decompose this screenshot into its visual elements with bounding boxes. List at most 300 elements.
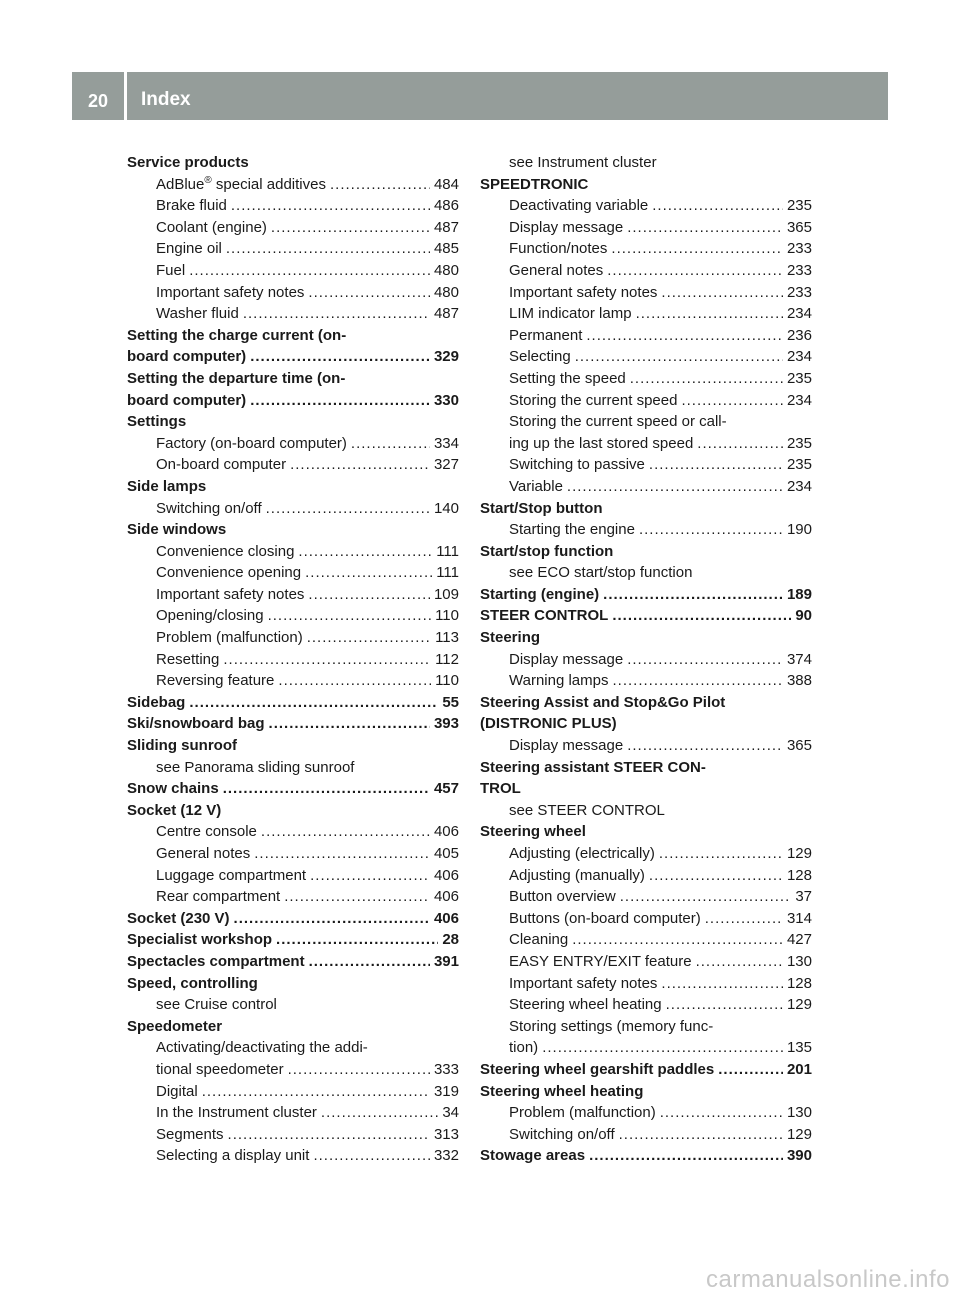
leader-dots [649, 454, 783, 476]
index-entry [480, 346, 812, 368]
leader-dots [659, 843, 783, 865]
index-entry [480, 519, 812, 541]
page-reference: 110 [435, 672, 459, 690]
page-reference: 406 [433, 823, 459, 841]
entry-label [480, 715, 617, 732]
leader-dots [310, 865, 430, 887]
index-entry [480, 778, 812, 800]
entry-label [156, 1059, 284, 1081]
index-entry [127, 800, 459, 822]
page-reference: 427 [786, 931, 812, 949]
leader-dots [226, 238, 430, 260]
entry-text: Settings [127, 413, 187, 431]
index-entry [480, 238, 812, 260]
entry-label [509, 346, 571, 368]
leader-dots [620, 886, 792, 908]
entry-text: Factory (on-board computer) [156, 434, 347, 452]
leader-dots [627, 649, 783, 671]
page-reference: 235 [786, 197, 812, 215]
leader-dots [575, 346, 783, 368]
index-entry [127, 1102, 459, 1124]
index-entry [480, 908, 812, 930]
leader-dots [636, 303, 783, 325]
entry-text: tion) [509, 1039, 539, 1057]
index-entry [127, 498, 459, 520]
leader-dots [661, 973, 783, 995]
entry-text: Steering [480, 629, 541, 647]
entry-label [127, 1018, 222, 1035]
index-entry [127, 692, 459, 714]
leader-dots [261, 821, 430, 843]
entry-label [480, 823, 586, 840]
index-entry [127, 605, 459, 627]
leader-dots [305, 562, 432, 584]
entry-label [127, 413, 186, 430]
entry-text: Permanent [509, 326, 583, 344]
entry-text: Speed, controlling [127, 974, 258, 992]
entry-label [156, 1145, 309, 1167]
entry-text: board computer) [127, 391, 247, 409]
leader-dots [330, 174, 430, 196]
page-reference: 234 [786, 391, 812, 409]
entry-text: Specialist workshop [127, 931, 273, 949]
index-entry [480, 303, 812, 325]
leader-dots [705, 908, 783, 930]
index-entry [127, 649, 459, 671]
page-reference: 329 [433, 348, 459, 366]
index-entry [127, 238, 459, 260]
entry-text: Deactivating variable [509, 197, 649, 215]
page-reference: 113 [435, 629, 459, 647]
entry-label [156, 843, 250, 865]
entry-label [509, 865, 645, 887]
entry-text: ing up the last stored speed [509, 434, 694, 452]
entry-label [156, 759, 354, 776]
leader-dots [351, 433, 430, 455]
entry-label [127, 951, 305, 973]
entry-text: Storing the current speed or call- [509, 413, 727, 431]
entry-text: Starting the engine [509, 521, 635, 539]
entry-label [509, 564, 692, 581]
page-reference: 330 [433, 391, 459, 409]
entry-text: see Instrument cluster [509, 154, 657, 171]
entry-label [509, 413, 727, 430]
page-reference: 233 [786, 283, 812, 301]
page-reference: 365 [786, 218, 812, 236]
leader-dots [639, 519, 783, 541]
entry-label [509, 929, 568, 951]
entry-text: Ski/snowboard bag [127, 715, 265, 733]
index-entry [127, 217, 459, 239]
leader-dots [276, 929, 438, 951]
entry-text: Rear compartment [156, 888, 281, 906]
index-entry [127, 368, 459, 390]
index-entry [127, 1145, 459, 1167]
page-reference: 37 [795, 888, 812, 906]
entry-text: Convenience closing [156, 542, 295, 560]
leader-dots [321, 1102, 438, 1124]
index-entry [127, 1081, 459, 1103]
entry-text: tional speedometer [156, 1060, 284, 1078]
entry-label [480, 500, 602, 517]
page-reference: 235 [786, 456, 812, 474]
entry-text: LIM indicator lamp [509, 305, 632, 323]
entry-text: Sidebag [127, 693, 186, 711]
leader-dots [666, 994, 783, 1016]
entry-text: Brake fluid [156, 197, 227, 215]
entry-label [480, 629, 540, 646]
page-reference: 236 [786, 326, 812, 344]
index-entry [480, 152, 812, 174]
entry-text: Speedometer [127, 1017, 223, 1035]
entry-label [509, 303, 632, 325]
entry-label [127, 737, 237, 754]
index-entry [127, 821, 459, 843]
index-entry [480, 843, 812, 865]
entry-label [127, 975, 258, 992]
page-reference: 388 [786, 672, 812, 690]
index-entry [480, 605, 812, 627]
entry-label [509, 325, 582, 347]
entry-text: Selecting [509, 348, 571, 366]
index-entry [127, 346, 459, 368]
page-reference: 129 [786, 1125, 812, 1143]
page-reference: 112 [435, 650, 459, 668]
index-entry [127, 303, 459, 325]
leader-dots [298, 541, 432, 563]
entry-label [509, 368, 626, 390]
page-reference: 34 [442, 1104, 459, 1122]
entry-label [480, 759, 706, 776]
entry-label [127, 692, 185, 714]
entry-label [127, 478, 206, 495]
leader-dots [586, 325, 783, 347]
entry-text: Fuel [156, 261, 186, 279]
entry-text: see Cruise control [156, 996, 277, 1014]
page-reference: 374 [786, 650, 812, 668]
leader-dots [612, 670, 782, 692]
entry-text: Storing settings (memory func- [509, 1017, 714, 1035]
entry-text: Luggage compartment [156, 866, 307, 884]
leader-dots [202, 1081, 430, 1103]
page-reference: 233 [786, 240, 812, 258]
entry-text: On-board computer [156, 456, 287, 474]
entry-text: Buttons (on-board computer) [509, 909, 701, 927]
entry-label [156, 260, 185, 282]
leader-dots [271, 217, 430, 239]
entry-text: Important safety notes [156, 283, 305, 301]
index-entry [480, 1037, 812, 1059]
entry-label [156, 541, 294, 563]
entry-label [156, 433, 347, 455]
index-entry [480, 886, 812, 908]
index-entry [127, 519, 459, 541]
entry-label [509, 390, 677, 412]
page-reference: 480 [433, 261, 459, 279]
page-reference: 406 [433, 888, 459, 906]
entry-label [127, 713, 265, 735]
entry-text: Warning lamps [509, 672, 609, 690]
page-reference: 484 [433, 175, 459, 193]
page-reference: 233 [786, 261, 812, 279]
index-entry [127, 152, 459, 174]
index-entry [127, 476, 459, 498]
entry-label [509, 735, 623, 757]
entry-text: Digital [156, 1082, 198, 1100]
entry-label [156, 649, 219, 671]
leader-dots [268, 605, 432, 627]
entry-label [156, 1081, 198, 1103]
entry-label [509, 973, 657, 995]
entry-label [156, 865, 306, 887]
entry-label [509, 454, 645, 476]
entry-label [156, 584, 304, 606]
index-entry [127, 433, 459, 455]
entry-label [509, 476, 563, 498]
entry-text: Side lamps [127, 477, 207, 495]
page-reference: 327 [433, 456, 459, 474]
page-header [72, 72, 888, 120]
entry-text: see Panorama sliding sunroof [156, 758, 355, 776]
index-entry [127, 778, 459, 800]
entry-text: Important safety notes [509, 974, 658, 992]
entry-text: Setting the charge current (on- [127, 326, 347, 344]
index-entry [127, 951, 459, 973]
leader-dots [288, 1059, 430, 1081]
entry-text: EASY ENTRY/EXIT feature [509, 952, 692, 970]
page-reference: 111 [436, 542, 459, 560]
leader-dots [619, 1124, 783, 1146]
leader-dots [652, 195, 783, 217]
entry-label [156, 454, 286, 476]
entry-label [156, 303, 239, 325]
index-entry [480, 649, 812, 671]
leader-dots [611, 238, 783, 260]
index-entry [480, 541, 812, 563]
page-reference: 130 [786, 952, 812, 970]
leader-dots [189, 692, 438, 714]
index-entry [480, 1016, 812, 1038]
index-entry [480, 1102, 812, 1124]
page-reference: 319 [433, 1082, 459, 1100]
entry-text: Selecting a display unit [156, 1147, 310, 1165]
leader-dots [696, 951, 783, 973]
page-reference: 128 [786, 974, 812, 992]
index-entry [480, 217, 812, 239]
page-reference: 129 [786, 996, 812, 1014]
leader-dots [627, 735, 783, 757]
entry-label [156, 282, 304, 304]
section-title: Index [141, 89, 191, 110]
entry-label [509, 1037, 538, 1059]
index-column-right [480, 152, 812, 1167]
entry-text: Sliding sunroof [127, 737, 237, 755]
index-entry [480, 713, 812, 735]
index-entry [480, 260, 812, 282]
page-reference: 480 [433, 283, 459, 301]
leader-dots [250, 390, 430, 412]
entry-text: Steering wheel gearshift paddles [480, 1060, 715, 1078]
entry-text: see ECO start/stop function [509, 564, 693, 582]
entry-text: Spectacles compartment [127, 952, 305, 970]
page-number: 20 [87, 90, 109, 111]
index-entry [127, 282, 459, 304]
entry-label [156, 627, 303, 649]
page-reference: 486 [433, 197, 459, 215]
index-entry [127, 1124, 459, 1146]
index-entry [480, 865, 812, 887]
index-entry [480, 1124, 812, 1146]
entry-text: Adjusting (manually) [509, 866, 645, 884]
leader-dots [603, 584, 783, 606]
page-reference: 234 [786, 477, 812, 495]
entry-text: Starting (engine) [480, 585, 600, 603]
page-reference: 130 [786, 1104, 812, 1122]
entry-text: Steering wheel heating [480, 1082, 644, 1100]
entry-text: Function/notes [509, 240, 608, 258]
entry-label [509, 908, 701, 930]
entry-label [127, 346, 246, 368]
index-entry [127, 994, 459, 1016]
entry-label [480, 543, 613, 560]
page-reference: 90 [795, 607, 812, 625]
entry-text: STEER CONTROL [480, 607, 609, 625]
leader-dots [567, 476, 783, 498]
entry-label [156, 195, 227, 217]
index-entry [127, 929, 459, 951]
entry-label [509, 282, 657, 304]
entry-text: SPEEDTRONIC [480, 175, 589, 193]
entry-label [480, 584, 599, 606]
leader-dots [630, 368, 783, 390]
entry-text: Start/stop function [480, 542, 614, 560]
index-entry [480, 195, 812, 217]
leader-dots [589, 1145, 783, 1167]
entry-label [480, 1059, 714, 1081]
entry-text: Setting the speed [509, 369, 626, 387]
page-reference: 457 [433, 780, 459, 798]
entry-label [156, 174, 326, 196]
index-entry [480, 433, 812, 455]
page-reference: 109 [433, 585, 459, 603]
page-reference: 406 [433, 909, 459, 927]
entry-text: Button overview [509, 888, 616, 906]
entry-label [480, 694, 725, 711]
entry-text: Start/Stop button [480, 499, 603, 517]
page-reference: 201 [786, 1060, 812, 1078]
entry-label [156, 670, 274, 692]
page-reference: 365 [786, 737, 812, 755]
index-entry [480, 1081, 812, 1103]
page-reference: 487 [433, 218, 459, 236]
entry-text: Service products [127, 154, 249, 171]
entry-label [509, 238, 607, 260]
index-entry [480, 800, 812, 822]
entry-text: Activating/deactivating the addi- [156, 1039, 368, 1057]
index-entry [480, 562, 812, 584]
page-reference: 140 [433, 499, 459, 517]
entry-text: (DISTRONIC PLUS) [480, 715, 617, 733]
leader-dots [223, 649, 431, 671]
index-entry [480, 821, 812, 843]
entry-text: Opening/closing [156, 607, 264, 625]
page-reference: 487 [433, 305, 459, 323]
entry-label [509, 1124, 615, 1146]
page-reference: 189 [786, 585, 812, 603]
entry-text: Display message [509, 650, 624, 668]
entry-label [480, 176, 588, 193]
index-entry [480, 973, 812, 995]
index-entry [127, 562, 459, 584]
entry-text: In the Instrument cluster [156, 1104, 317, 1122]
entry-text: Switching to passive [509, 456, 645, 474]
index-entry [127, 713, 459, 735]
entry-text: Reversing feature [156, 672, 275, 690]
index-entry [127, 1037, 459, 1059]
index-entry [127, 411, 459, 433]
entry-text: see STEER CONTROL [509, 801, 665, 819]
entry-label [156, 238, 222, 260]
entry-label [509, 649, 623, 671]
entry-text: Display message [509, 218, 624, 236]
page-reference: 391 [433, 952, 459, 970]
page-reference: 405 [433, 845, 459, 862]
leader-dots [649, 865, 783, 887]
registered-mark: ® [204, 174, 212, 186]
entry-text: Convenience opening [156, 564, 302, 582]
leader-dots [290, 454, 430, 476]
entry-text: Side windows [127, 521, 227, 539]
leader-dots [308, 282, 430, 304]
page-reference: 28 [442, 931, 459, 949]
index-entry [480, 411, 812, 433]
entry-text: TROL [480, 780, 521, 798]
entry-label [509, 994, 662, 1016]
leader-dots [309, 951, 430, 973]
page-reference: 234 [786, 305, 812, 323]
index-entry [480, 584, 812, 606]
entry-label [156, 1124, 224, 1146]
index-entry [127, 627, 459, 649]
index-entry [480, 498, 812, 520]
entry-label [127, 327, 346, 344]
entry-text: Coolant (engine) [156, 218, 267, 236]
leader-dots [607, 260, 783, 282]
entry-label [480, 605, 608, 627]
entry-label [156, 562, 301, 584]
entry-text: Socket (12 V) [127, 801, 222, 819]
entry-label [156, 886, 280, 908]
page-reference: 190 [786, 521, 812, 539]
entry-label [480, 1145, 585, 1167]
index-entry [480, 282, 812, 304]
entry-text: Engine oil [156, 240, 222, 258]
leader-dots [661, 282, 783, 304]
index-entry [480, 627, 812, 649]
index-entry [127, 584, 459, 606]
entry-label [127, 908, 230, 930]
entry-text: Display message [509, 737, 624, 755]
entry-label [509, 154, 657, 171]
page-reference: 111 [436, 564, 459, 582]
entry-text: Stowage areas [480, 1147, 586, 1165]
entry-label [509, 1102, 656, 1124]
index-entry [127, 973, 459, 995]
entry-text: Segments [156, 1125, 224, 1143]
entry-label [509, 886, 616, 908]
leader-dots [308, 584, 430, 606]
entry-text: Washer fluid [156, 305, 239, 323]
